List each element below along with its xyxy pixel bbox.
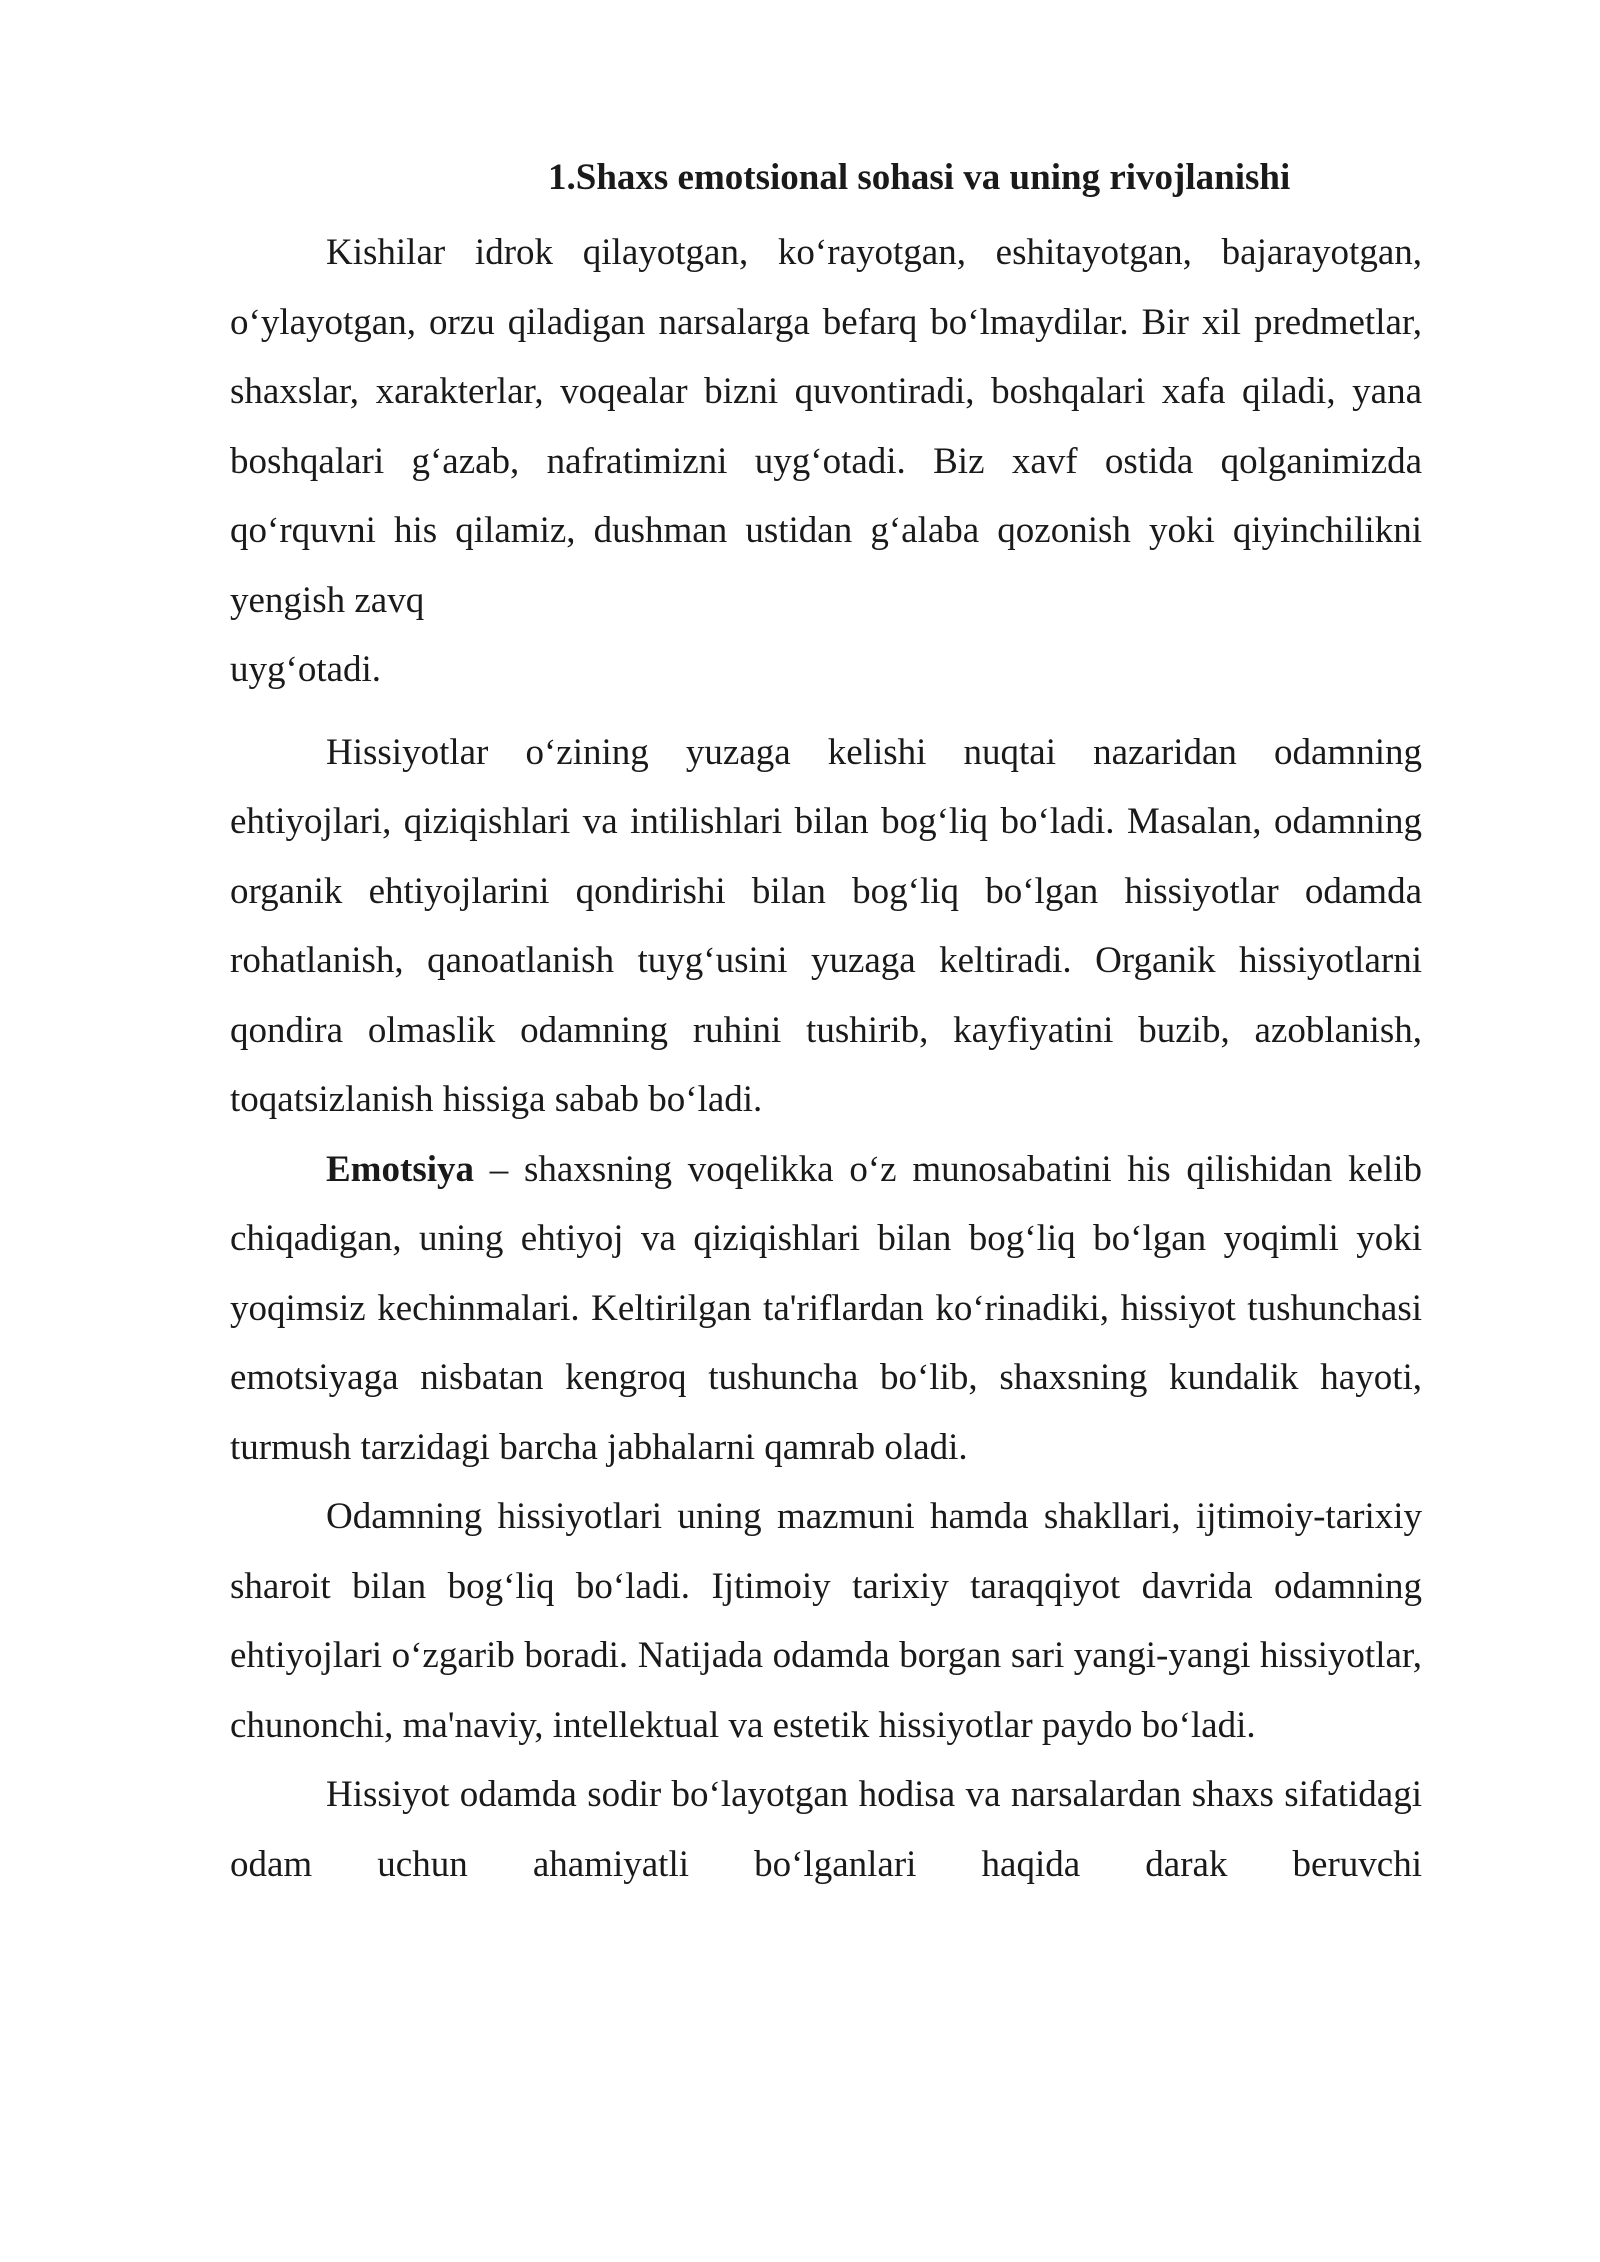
definition-term: Emotsiya bbox=[326, 1148, 474, 1190]
section-heading: 1.Shaxs emotsional sohasi va uning rivojlanishi bbox=[548, 157, 1291, 198]
paragraph-3 bbox=[230, 1135, 1422, 1483]
paragraph-1-text: Kishilar idrok qilayotgan, ko‘rayotgan, eshitayotgan, bajarayotgan, o‘ylayotgan, orzu qiladigan narsalarga befarq bo‘lmaydilar. Bir xil predmetlar, shaxslar, xarakterlar, voqealar bizni quvontiradi, boshqalari xafa qiladi, yana boshqalari g‘azab, nafratimizni uyg‘otadi. Biz xavf ostida qolganimizda qo‘rquvni his qilamiz, dushman ustidan g‘alaba qozonish yoki qiyinchilikni yengish zavq bbox=[230, 232, 1422, 621]
paragraph-2-text: Hissiyotlar o‘zining yuzaga kelishi nuqtai nazaridan odamning ehtiyojlari, qiziqishlari va intilishlari bilan bog‘liq bo‘ladi. Masalan, odamning organik ehtiyojlarini qondirishi bilan bog‘liq bo‘lgan hissiyotlar odamda rohatlanish, qanoatlanish tuyg‘usini yuzaga keltiradi. Organik hissiyotlarni qondira olmaslik odamning ruhini tushirib, kayfiyatini buzib, azoblanish, toqatsizlanish hissiga sabab bo‘ladi. bbox=[230, 731, 1422, 1120]
paragraph-4-text: Odamning hissiyotlari uning mazmuni hamda shakllari, ijtimoiy-tarixiy sharoit bilan bog‘liq bo‘ladi. Ijtimoiy tarixiy taraqqiyot davrida odamning ehtiyojlari o‘zgarib boradi. Natijada odamda borgan sari yangi-yangi hissiyotlar, chunonchi, ma'naviy, intellektual va estetik hissiyotlar paydo bo‘ladi. bbox=[230, 1496, 1422, 1746]
paragraph-4 bbox=[230, 1482, 1422, 1760]
document-page bbox=[230, 148, 1422, 1899]
paragraph-3-text: – shaxsning voqelikka o‘z munosabatini his qilishidan kelib chiqadigan, uning ehtiyoj va qiziqishlari bilan bog‘liq bo‘lgan yoqimli yoki yoqimsiz kechinmalari. Keltirilgan ta'riflardan ko‘rinadiki, hissiyot tushunchasi emotsiyaga nisbatan kengroq tushuncha bo‘lib, shaxsning kundalik hayoti, turmush tarzidagi barcha jabhalarni qamrab oladi. bbox=[230, 1148, 1422, 1468]
paragraph-1-continuation: uyg‘otadi. bbox=[230, 649, 382, 690]
paragraph-2 bbox=[230, 718, 1422, 1135]
paragraph-1 bbox=[230, 218, 1422, 705]
paragraph-5-text: Hissiyot odamda sodir bo‘layotgan hodisa va narsalardan shaxs sifatidagi odam uchun ahamiyatli bo‘lganlari haqida darak beruvchi bbox=[230, 1774, 1422, 1885]
paragraph-5 bbox=[230, 1760, 1422, 1899]
